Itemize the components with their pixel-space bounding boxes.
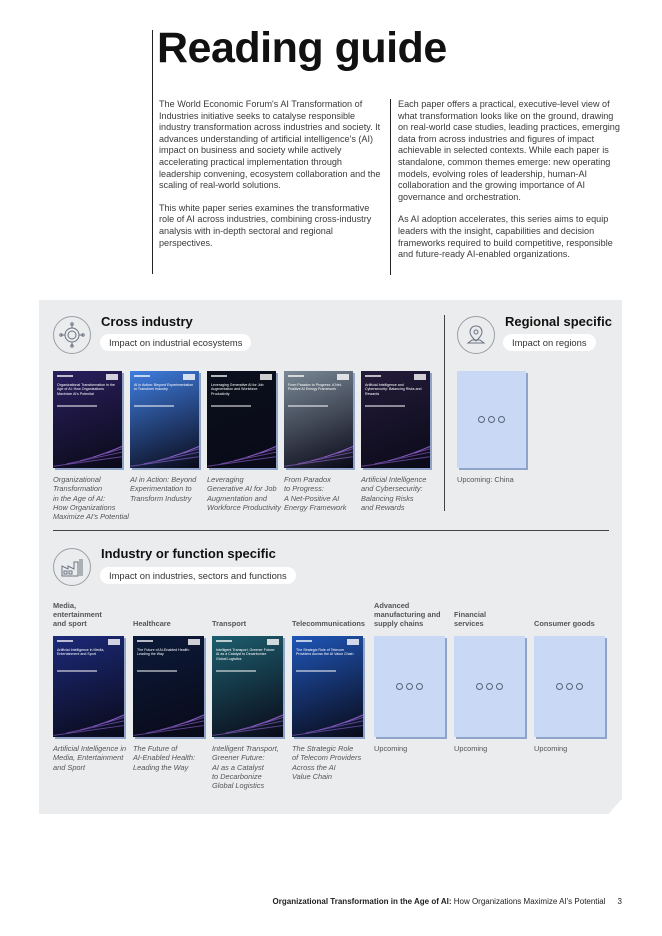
cross-industry-title: Cross industry <box>101 314 193 329</box>
page-footer <box>273 897 622 906</box>
category-line: Financial <box>454 610 487 619</box>
intro-left-column <box>159 99 381 260</box>
caption-line: Balancing Risks <box>361 493 414 503</box>
caption-line: Greener Future: <box>212 753 265 763</box>
cover-title: Intelligent Transport, Greener Future: AI as a Catalyst to Decarbonize Global Logistics <box>216 648 276 661</box>
paper-caption[interactable] <box>292 744 361 781</box>
report-cover[interactable] <box>53 636 124 737</box>
caption-line: of Telecom Providers <box>292 753 362 763</box>
cover-title: From Paradox to Progress: A Net-Positive AI Energy Framework <box>288 383 342 392</box>
factory-icon <box>53 548 91 586</box>
paper-caption[interactable] <box>53 475 129 521</box>
caption-line: to Decarbonize <box>212 771 262 781</box>
intro-paragraph: Each paper offers a practical, executive-level view of what transformation looks like on the ground, drawing on real-world case studies, leading practices, emerging data from across industries and figures of impact achievable in selected contexts. While each paper is standalone, common themes emerge: new operating models, evolving roles of leadership, human-AI collaboration and the growing importance of AI governance and orchestration. <box>398 99 620 202</box>
wef-logo-icon <box>260 374 272 380</box>
caption-line: to Progress: <box>284 484 324 494</box>
paper-caption[interactable] <box>361 475 426 512</box>
regional-caption: Upcoming: China <box>457 475 514 484</box>
caption-line: Generative AI for Job <box>207 484 277 494</box>
column-divider <box>390 99 391 275</box>
paper-caption[interactable] <box>212 744 279 790</box>
caption-line: Value Chain <box>292 771 332 781</box>
caption-line: From Paradox <box>284 475 331 484</box>
upcoming-cover[interactable] <box>534 636 605 737</box>
industry-title: Industry or function specific <box>101 546 276 561</box>
network-gear-icon <box>53 316 91 354</box>
wef-logo-icon <box>337 374 349 380</box>
page-number: 3 <box>617 897 622 906</box>
category-line: supply chains <box>374 619 424 628</box>
caption-line: and Cybersecurity: <box>361 484 423 494</box>
industry-pill: Impact on industries, sectors and functions <box>100 567 296 584</box>
cover-title: The Future of AI-Enabled Health: Leading the Way <box>137 648 190 657</box>
industry-category <box>53 601 102 628</box>
caption-line: Maximize AI's Potential <box>53 512 129 522</box>
paper-caption[interactable] <box>374 744 407 753</box>
caption-line: The Future of <box>133 744 178 753</box>
section-divider-horizontal <box>53 530 609 531</box>
caption-line: Transformation <box>53 484 103 494</box>
caption-line: Leading the Way <box>133 762 189 772</box>
category-line: Telecommunications <box>292 619 365 628</box>
report-cover[interactable] <box>292 636 363 737</box>
industry-category <box>133 619 171 628</box>
placeholder-dots-icon <box>396 683 423 690</box>
category-line: entertainment <box>53 610 102 619</box>
caption-line: in the Age of AI: <box>53 493 106 503</box>
location-pin-icon <box>457 316 495 354</box>
industry-category <box>534 619 595 628</box>
footer-title-rest: How Organizations Maximize AI's Potential <box>451 897 606 906</box>
caption-line: Workforce Productivity <box>207 502 281 512</box>
wef-logo-icon <box>414 374 426 380</box>
cover-title: Artificial Intelligence and Cybersecurity: Balancing Risks and Rewards <box>365 383 422 396</box>
page-title: Reading guide <box>157 24 447 72</box>
caption-line: and Sport <box>53 762 86 772</box>
report-cover[interactable] <box>361 371 430 468</box>
caption-line: Transform Industry <box>130 493 192 503</box>
upcoming-cover[interactable] <box>374 636 445 737</box>
paper-caption[interactable] <box>133 744 195 772</box>
paper-caption[interactable] <box>284 475 346 512</box>
title-rule <box>152 30 153 274</box>
industry-category <box>374 601 441 628</box>
caption-line: The Strategic Role <box>292 744 354 753</box>
category-line: Consumer goods <box>534 619 595 628</box>
intro-paragraph: As AI adoption accelerates, this series aims to equip leaders with the insight, capabilities and decision frameworks required to build competitive, responsible and future-ready AI-enabled organizations. <box>398 214 613 260</box>
cross-industry-pill: Impact on industrial ecosystems <box>100 334 251 351</box>
wef-logo-icon <box>183 374 195 380</box>
cover-title: Artificial Intelligence in Media, Entertainment and Sport <box>57 648 105 657</box>
report-cover[interactable] <box>53 371 122 468</box>
intro-paragraph: The World Economic Forum's AI Transformation of Industries initiative seeks to catalyse responsible industry transformation across industries and society. It advances understanding of artificial intelligence's (AI) impact on business and society while actively accelerating practical implementation through leadership convening, ecosystem collaboration and the scaling of real-world solutions. <box>159 99 381 191</box>
paper-caption[interactable] <box>207 475 281 512</box>
caption-line: Artificial Intelligence in <box>53 744 127 753</box>
category-line: manufacturing and <box>374 610 441 619</box>
caption-line: Across the AI <box>292 762 336 772</box>
regional-pill: Impact on regions <box>503 334 596 351</box>
upcoming-cover[interactable] <box>454 636 525 737</box>
caption-line: Experimentation to <box>130 484 192 494</box>
wef-logo-icon <box>108 639 120 645</box>
category-line: Healthcare <box>133 619 171 628</box>
category-line: Media, <box>53 601 76 610</box>
upcoming-cover-china[interactable] <box>457 371 526 468</box>
category-line: Advanced <box>374 601 410 610</box>
caption-line: Intelligent Transport, <box>212 744 279 753</box>
report-cover[interactable] <box>207 371 276 468</box>
cover-title: AI in Action: Beyond Experimentation to Transform Industry <box>134 383 194 392</box>
cover-title: Organizational Transformation in the Age of AI: How Organizations Maximize AI's Potential <box>57 383 115 396</box>
caption-line: Energy Framework <box>284 502 347 512</box>
industry-category <box>454 610 486 628</box>
report-cover[interactable] <box>212 636 283 737</box>
placeholder-dots-icon <box>476 683 503 690</box>
wef-logo-icon <box>267 639 279 645</box>
caption-line: Augmentation and <box>207 493 267 503</box>
cover-title: Leveraging Generative AI for Job Augmentation and Workforce Productivity <box>211 383 264 396</box>
category-line: services <box>454 619 484 628</box>
placeholder-dots-icon <box>556 683 583 690</box>
wef-logo-icon <box>188 639 200 645</box>
footer-title-bold: Organizational Transformation in the Age of AI: <box>272 897 452 906</box>
caption-line: AI as a Catalyst <box>212 762 264 772</box>
report-cover[interactable] <box>133 636 204 737</box>
placeholder-dots-icon <box>478 416 505 423</box>
industry-category <box>212 619 246 628</box>
cover-title: The Strategic Role of Telecom Providers Across the AI Value Chain <box>296 648 354 657</box>
caption-line: Upcoming <box>534 744 568 753</box>
caption-line: and Rewards <box>361 502 405 512</box>
wef-logo-icon <box>106 374 118 380</box>
paper-caption[interactable] <box>534 744 567 753</box>
caption-line: Upcoming <box>374 744 408 753</box>
caption-line: Media, Entertainment <box>53 753 124 763</box>
report-cover[interactable] <box>130 371 199 468</box>
industry-category <box>292 619 365 628</box>
caption-line: How Organizations <box>53 502 116 512</box>
paper-caption[interactable] <box>53 744 126 772</box>
caption-line: AI in Action: Beyond <box>130 475 197 484</box>
caption-line: Leveraging <box>207 475 244 484</box>
intro-right-column <box>398 99 620 272</box>
caption-line: A Net-Positive AI <box>284 493 340 503</box>
caption-line: AI-Enabled Health: <box>133 753 196 763</box>
caption-line: Upcoming <box>454 744 488 753</box>
category-line: Transport <box>212 619 247 628</box>
caption-line: Global Logistics <box>212 781 265 791</box>
report-cover[interactable] <box>284 371 353 468</box>
intro-paragraph: This white paper series examines the transformative role of AI across industries, combining cross-industry analysis with in-depth sectoral and regional perspectives. <box>159 202 372 248</box>
regional-title: Regional specific <box>505 314 612 329</box>
wef-logo-icon <box>347 639 359 645</box>
category-line: and sport <box>53 619 87 628</box>
caption-line: Artificial Intelligence <box>361 475 427 484</box>
caption-line: Organizational <box>53 475 101 484</box>
paper-caption[interactable] <box>130 475 196 503</box>
paper-caption[interactable] <box>454 744 487 753</box>
section-divider-vertical <box>444 315 445 511</box>
